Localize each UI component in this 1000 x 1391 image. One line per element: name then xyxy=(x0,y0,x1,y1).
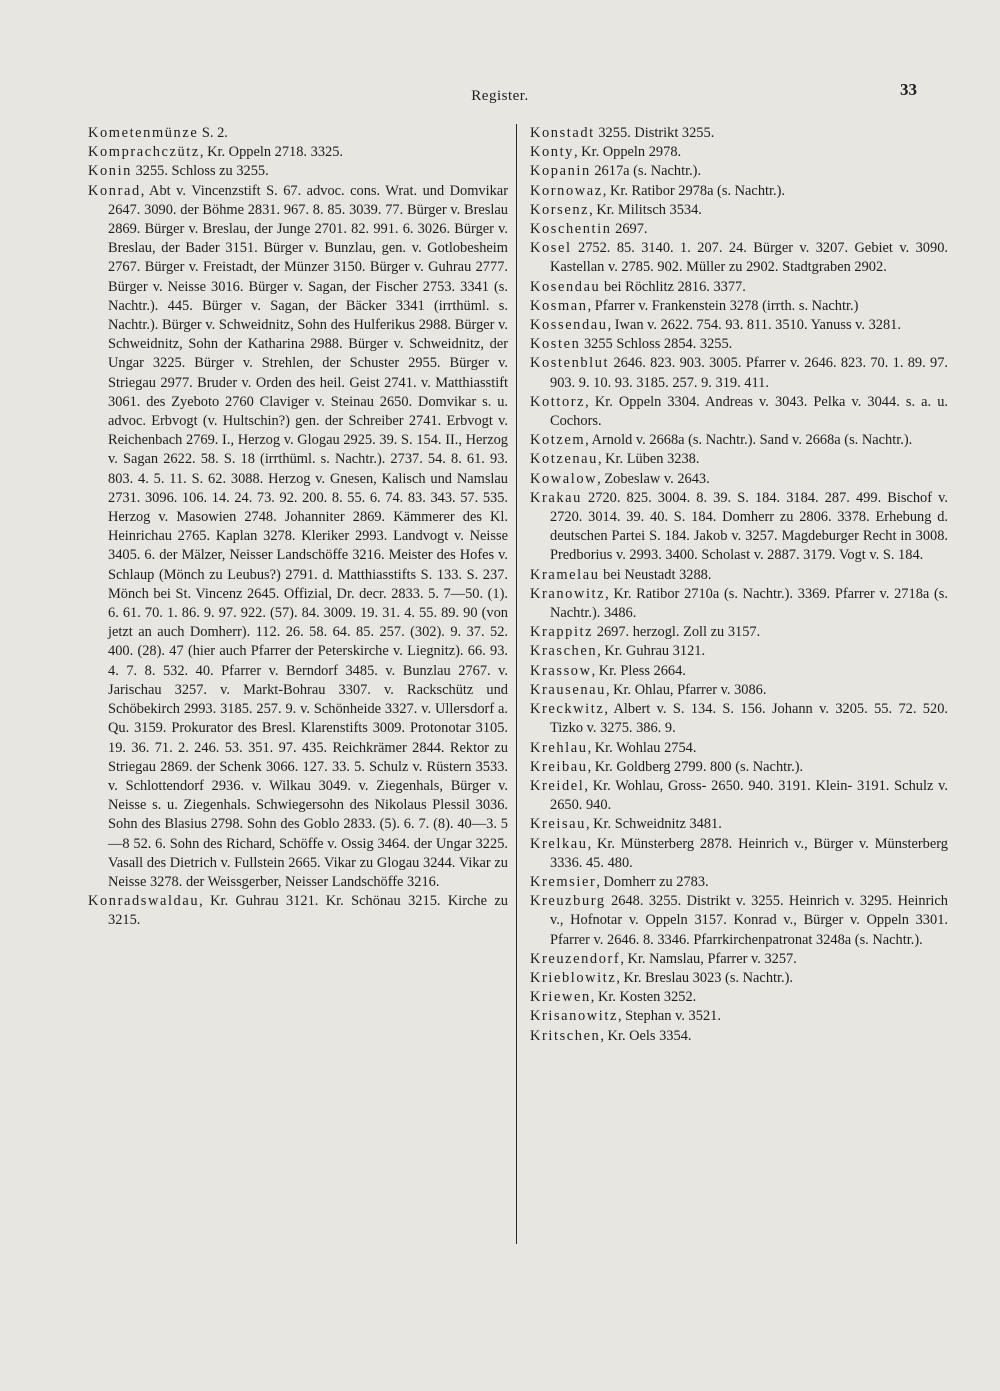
entry-headword: Koschentin xyxy=(530,221,612,238)
entry-headword: Kreuzburg xyxy=(530,893,606,910)
entry-headword: Korsenz xyxy=(530,201,590,218)
entry-text: 3255 Schloss 2854. 3255. xyxy=(580,336,733,353)
register-entry xyxy=(530,470,948,489)
entry-headword: Kosel xyxy=(530,240,572,257)
entry-headword: Kreibau xyxy=(530,758,588,775)
register-entry xyxy=(88,124,508,143)
entry-headword: Kopanin xyxy=(530,163,591,180)
entry-headword: Kreidel xyxy=(530,777,585,794)
entry-headword: Kosman xyxy=(530,297,588,314)
entry-headword: Konin xyxy=(88,163,132,180)
entry-text: 2697. herzogl. Zoll zu 3157. xyxy=(593,624,761,641)
entry-text: 2720. 825. 3004. 8. 39. S. 184. 3184. 287. 499. Bischof v. 2720. 3014. 39. 40. S. 184. Domherr zu 2806. 3378. Erhebung d. deutschen Partei S. 184. Jakob v. 3257. Magdeburger Recht in 3008. Predborius v. 2993. 3400. Scholast v. 2887. 3179. Vogt v. S. 184. xyxy=(550,489,948,564)
register-column-right xyxy=(530,124,948,1046)
entry-headword: Kornowaz xyxy=(530,182,603,199)
entry-text: , Kr. Ratibor 2710a (s. Nachtr.). 3369. Pfarrer v. 2718a (s. Nachtr.). 3486. xyxy=(550,585,948,622)
register-column-left xyxy=(88,124,508,931)
entry-headword: Kraschen xyxy=(530,643,598,660)
entry-text: 2648. 3255. Distrikt v. 3255. Heinrich v. 3295. Heinrich v., Hofnotar v. Oppeln 3157. Konrad v., Bürger v. Oppeln 3301. Pfarrer v. 2646. 8. 3346. Pfarrkirchenpatronat 3248a (s. Nachtr.). xyxy=(550,893,948,948)
entry-text: 2646. 823. 903. 3005. Pfarrer v. 2646. 823. 70. 1. 89. 97. 903. 9. 10. 93. 3185. 257. 9. 319. 411. xyxy=(550,355,948,391)
entry-headword: Kometenmünze xyxy=(88,125,199,141)
register-entry xyxy=(88,162,508,181)
entry-text: bei Röchlitz 2816. 3377. xyxy=(600,278,746,295)
entry-text: , Kr. Kosten 3252. xyxy=(590,989,697,1006)
register-entry xyxy=(530,143,948,162)
entry-headword: Kranowitz xyxy=(530,585,606,602)
entry-text: , Kr. Breslau 3023 (s. Nachtr.). xyxy=(616,969,793,986)
entry-text: , Kr. Oppeln 2978. xyxy=(573,144,682,161)
register-entry xyxy=(530,431,948,450)
entry-text: , Domherr zu 2783. xyxy=(596,873,709,890)
register-entry xyxy=(530,489,948,566)
entry-headword: Kossendau xyxy=(530,317,608,334)
register-entry xyxy=(88,892,508,930)
entry-text: , Abt v. Vincenzstift S. 67. advoc. cons. Wrat. und Domvikar 2647. 3090. der Böhme 2831. 967. 8. 85. 3039. 77. Bürger v. Breslau 2869. Bürger v. Breslau, der Junge 2701. 82. 991. 6. 3026. Bürger v. Breslau, der Bader 3151. Bürger v. Bunzlau, gen. v. Gotlobesheim 2767. Bürger v. Freistadt, der Münzer 3150. Bürger v. Guhrau 2777. Bürger v. Neisse 3016. Bürger v. Sagan, der Fischer 2753. 3341 (s. Nachtr.). 445. Bürger v. Sagan, der Bäcker 3341 (irrthüml. s. Nachtr.). Bürger v. Schweidnitz, Sohn des Hulferikus 2988. Bürger v. Schweidnitz, Sohn der Katharina 2988. Bürger v. Schweidnitz, der Ungar 3225. Bürger v. Strehlen, der Schuster 2955. Bürger v. Striegau 2977. Bruder v. Orden des heil. Geist 2741. v. Matthiasstift 3061. des Zyeboto 2760 Claviger v. Steinau 2650. Domvikar s. u. advoc. Erbvogt (v. Hultschin?) gen. der Schreiber 2741. Erbvogt v. Reichenbach 2769. I., Herzog v. Glogau 2925. 39. S. 154. II., Herzog v. Sagan 2622. 58. S. 18 (irrthüml. s. Nachtr.). 2737. 54. 8. 61. 93. 803. 4. 5. 11. S. 62. 3088. Herzog v. Gnesen, Kalisch und Namslau 2731. 3096. 106. 14. 24. 73. 92. 200. 8. 55. 6. 74. 83. 343. 57. 535. Herzog v. Masowien 2748. Johanniter 2869. Kämmerer des Kl. Heinrichau 2765. Kaplan 3278. Kleriker 2993. Landvogt v. Neisse 3405. 6. der Mälzer, Neisser Landschöffe 3216. Meister des Hofes v. Schlaup (Mönch zu Leubus?) 2791. d. Matthiasstifts S. 133. S. 237. Mönch bei St. Vincenz 2645. Offizial, Dr. decr. 2833. 5. 7—50. (1). 6. 61. 70. 1. 86. 9. 97. 922. (57). 84. 3009. 19. 31. 4. 55. 89. 90 (von jetzt an auch Domherr). 112. 26. 58. 64. 85. 257. (302). 9. 37. 52. 400. (28). 47 (hier auch Pfarrer der Peterskirche v. Liegnitz). 66. 93. 4. 7. 8. 532. 40. Pfarrer v. Berndorf 3485. v. Bunzlau 2767. v. Jarischau 3257. v. Markt-Bohrau 3307. v. Rackschütz und Schöbekirch 2993. 3185. 257. 9. v. Schönheide 3327. v. Ullersdorf a. Qu. 3159. Prokurator des Bresl. Klarenstifts 3009. Protonotar 3105. 19. 36. 71. 2. 246. 53. 351. 97. 435. Reichkrämer 2844. Rektor zu Striegau 2869. der Schenk 3066. 127. 33. 5. Schulz v. Rüstern 3533. v. Schlottendorf 2936. v. Wilkau 3049. v. Ziegenhals, Bürger v. Neisse s. u. Ziegenhals. Schwiegersohn des Nikolaus Plessil 3036. Sohn des Blasius 2798. Sohn des Goblo 2833. (5). 6. 7. (8). 40—3. 5—8 52. 6. Sohn des Richard, Schöffe v. Ossig 3464. der Ungar 3225. Vasall des Dietrich v. Fullstein 2665. Vikar zu Glogau 3244. Vikar zu Neisse 3278. der Weissgerber, Neisser Landschöffe 3216. xyxy=(108,182,508,890)
register-entry xyxy=(530,681,948,700)
register-entry xyxy=(530,950,948,969)
register-entry xyxy=(530,1027,948,1046)
column-divider xyxy=(516,124,517,1244)
entry-text: bei Neustadt 3288. xyxy=(599,566,712,583)
entry-text: 2697. xyxy=(611,221,648,238)
entry-text: , Pfarrer v. Frankenstein 3278 (irrth. s. Nachtr.) xyxy=(587,297,859,314)
entry-text: , Kr. Guhrau 3121. xyxy=(597,643,706,660)
register-entry xyxy=(530,739,948,758)
entry-headword: Kreisau xyxy=(530,816,586,833)
entry-text: , Kr. Schweidnitz 3481. xyxy=(585,816,722,833)
entry-text: , Kr. Guhrau 3121. Kr. Schönau 3215. Kirche zu 3215. xyxy=(108,893,508,929)
entry-headword: Kowalow xyxy=(530,470,598,487)
entry-headword: Konradswaldau xyxy=(88,893,200,910)
entry-headword: Konty xyxy=(530,144,574,161)
entry-text: , Arnold v. 2668a (s. Nachtr.). Sand v. 2668a (s. Nachtr.). xyxy=(585,432,913,449)
register-entry xyxy=(530,124,948,143)
register-entry xyxy=(530,835,948,873)
entry-text: , Kr. Ratibor 2978a (s. Nachtr.). xyxy=(602,182,785,199)
entry-text: 2617a (s. Nachtr.). xyxy=(590,163,702,180)
entry-text: , Kr. Namslau, Pfarrer v. 3257. xyxy=(620,950,797,967)
entry-text: 3255. Schloss zu 3255. xyxy=(131,163,269,180)
register-entry xyxy=(530,758,948,777)
entry-text: , Albert v. S. 134. S. 156. Johann v. 3205. 55. 72. 520. Tizko v. 3275. 386. 9. xyxy=(550,701,948,737)
register-entry xyxy=(530,220,948,239)
entry-text: , Kr. Oels 3354. xyxy=(600,1027,692,1044)
register-entry xyxy=(530,662,948,681)
entry-text: , Zobeslaw v. 2643. xyxy=(597,470,710,487)
register-entry xyxy=(530,642,948,661)
entry-headword: Kotzenau xyxy=(530,451,598,468)
entry-headword: Krieblowitz xyxy=(530,969,617,986)
entry-text: , Kr. Goldberg 2799. 800 (s. Nachtr.). xyxy=(587,758,804,775)
entry-text: , Iwan v. 2622. 754. 93. 811. 3510. Yanuss v. 3281. xyxy=(607,317,901,334)
entry-headword: Krakau xyxy=(530,489,582,506)
register-entry xyxy=(530,777,948,815)
entry-headword: Kritschen xyxy=(530,1027,601,1044)
register-entry xyxy=(530,566,948,585)
entry-text: , Kr. Oppeln 3304. Andreas v. 3043. Pelka v. 3044. s. a. u. Cochors. xyxy=(550,393,948,430)
entry-headword: Krassow xyxy=(530,662,592,679)
register-entry xyxy=(88,182,508,893)
register-entry xyxy=(530,1007,948,1026)
register-entry xyxy=(530,239,948,277)
entry-headword: Konrad xyxy=(88,182,141,199)
register-entry xyxy=(530,988,948,1007)
entry-text: , Kr. Oppeln 2718. 3325. xyxy=(199,144,344,161)
entry-headword: Kosten xyxy=(530,336,581,353)
register-entry xyxy=(530,393,948,431)
register-entry xyxy=(530,450,948,469)
entry-headword: Krappitz xyxy=(530,624,594,641)
register-entry xyxy=(530,354,948,392)
entry-text: , Kr. Münsterberg 2878. Heinrich v., Bürger v. Münsterberg 3336. 45. 480. xyxy=(550,835,948,871)
entry-text: 2752. 85. 3140. 1. 207. 24. Bürger v. 3207. Gebiet v. 3090. Kastellan v. 2785. 902. Müller zu 2902. Stadtgraben 2902. xyxy=(550,240,948,276)
register-entry xyxy=(530,623,948,642)
entry-headword: Kreuzendorf xyxy=(530,950,621,967)
entry-headword: Kremsier xyxy=(530,873,597,890)
entry-text: , Kr. Wohlau, Gross- 2650. 940. 3191. Klein- 3191. Schulz v. 2650. 940. xyxy=(550,777,948,814)
page-number: 33 xyxy=(900,80,917,99)
entry-headword: Kostenblut xyxy=(530,355,610,372)
register-entry xyxy=(88,143,508,162)
entry-headword: Komprachczütz xyxy=(88,144,200,161)
entry-headword: Kramelau xyxy=(530,566,600,583)
entry-text: , Stephan v. 3521. xyxy=(617,1008,721,1025)
register-entry xyxy=(530,815,948,834)
entry-text: 3255. Distrikt 3255. xyxy=(594,125,715,141)
register-entry xyxy=(530,700,948,738)
running-head: Register. xyxy=(471,88,529,104)
entry-text: , Kr. Lüben 3238. xyxy=(597,451,700,468)
register-entry xyxy=(530,316,948,335)
entry-headword: Kreckwitz xyxy=(530,701,605,718)
entry-headword: Kottorz xyxy=(530,393,586,410)
register-entry xyxy=(530,182,948,201)
entry-headword: Kosendau xyxy=(530,278,601,295)
entry-headword: Krausenau xyxy=(530,681,606,698)
register-entry xyxy=(530,335,948,354)
register-entry xyxy=(530,162,948,181)
entry-headword: Krelkau xyxy=(530,835,588,852)
entry-text: , Kr. Ohlau, Pfarrer v. 3086. xyxy=(605,681,767,698)
entry-text: , Kr. Militsch 3534. xyxy=(589,201,702,218)
entry-headword: Kotzem xyxy=(530,432,586,449)
entry-text: , Kr. Pless 2664. xyxy=(591,662,686,679)
entry-headword: Krehlau xyxy=(530,739,588,756)
register-entry xyxy=(530,278,948,297)
entry-text: , Kr. Wohlau 2754. xyxy=(587,739,697,756)
entry-headword: Konstadt xyxy=(530,125,595,141)
entry-headword: Kriewen xyxy=(530,989,591,1006)
register-entry xyxy=(530,969,948,988)
register-entry xyxy=(530,892,948,950)
register-entry xyxy=(530,201,948,220)
register-entry xyxy=(530,585,948,623)
register-entry xyxy=(530,873,948,892)
entry-headword: Krisanowitz xyxy=(530,1008,618,1025)
register-entry xyxy=(530,297,948,316)
entry-text: S. 2. xyxy=(198,125,228,141)
